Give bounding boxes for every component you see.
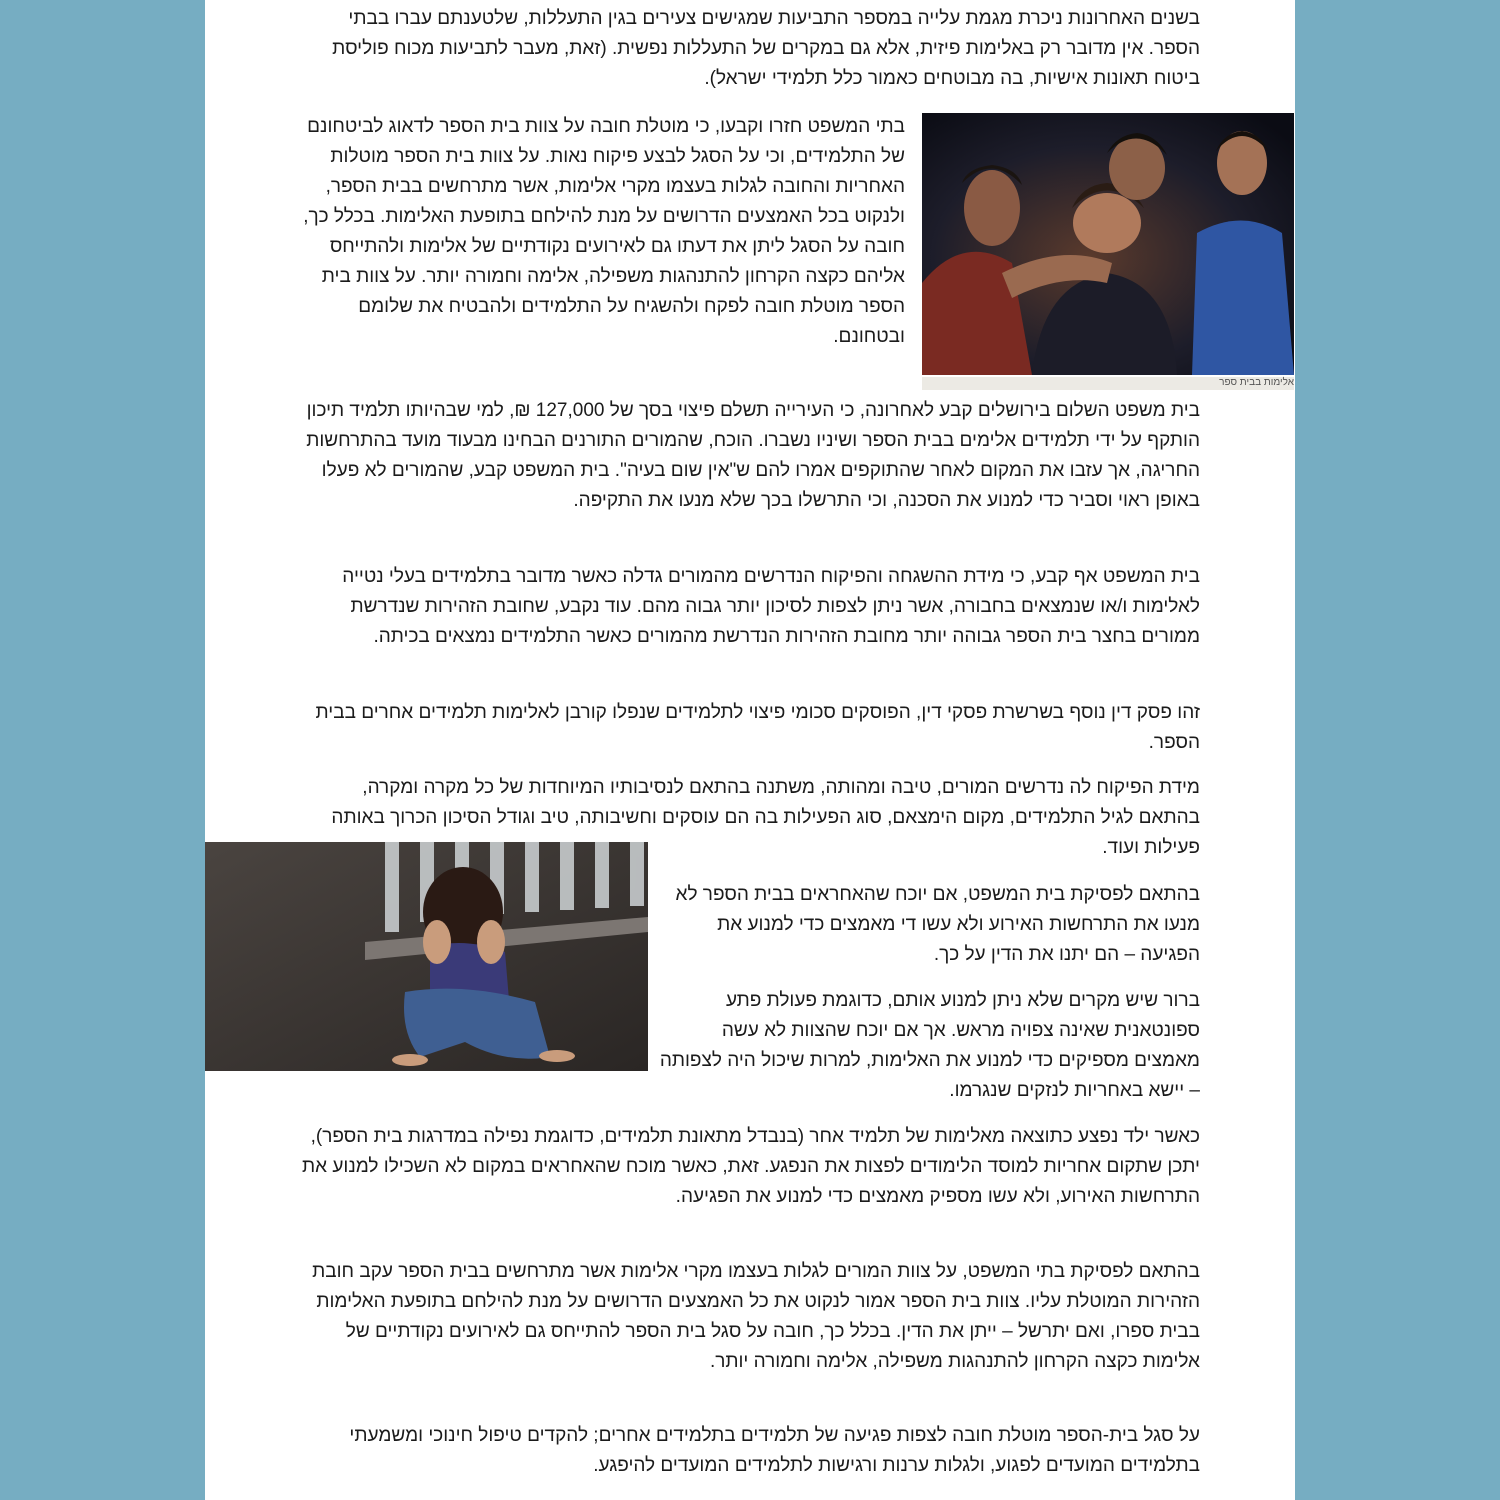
article-paragraph: כאשר ילד נפצע כתוצאה מאלימות של תלמיד אחר (בנבדל מתאונת תלמידים, כדוגמת נפילה במדרגות בית הספר), יתכן שתקום אחריות למוסד הלימודים לפצות את הנפגע. זאת, כאשר מוכח שהאחראים במקום לא השכילו למנוע את התרחשות האירוע, ולא עשו מספיק מאמצים כדי למנוע את הפגיעה. xyxy=(302,1126,1200,1207)
article-page xyxy=(205,0,1295,1500)
photo-image xyxy=(205,842,648,1071)
article-paragraph: זהו פסק דין נוסף בשרשרת פסקי דין, הפוסקים סכומי פיצוי לתלמידים שנפלו קורבן לאלימות תלמידים אחרים בבית הספר. xyxy=(315,702,1200,753)
article-paragraph: בהתאם לפסיקת בית המשפט, אם יוכח שהאחראים בבית הספר לא מנעו את התרחשות האירוע ולא עשו די מאמצים כדי למנוע את הפגיעה – הם יתנו את הדין על כך. xyxy=(675,884,1200,965)
article-paragraph: בית המשפט אף קבע, כי מידת ההשגחה והפיקוח הנדרשים מהמורים גדלה כאשר מדובר בתלמידים בעלי נטייה לאלימות ו/או שנמצאים בחבורה, אשר ניתן לצפות לסיכון יותר גבוה מהם. עוד נקבע, שחובת הזהירות שנדרשת ממורים בחצר בית הספר גבוהה יותר מחובת הזהירות הנדרשת מהמורים כאשר התלמידים נמצאים בכיתה. xyxy=(342,566,1200,647)
article-paragraph: בתי המשפט חזרו וקבעו, כי מוטלת חובה על צוות בית הספר לדאוג לביטחונם של התלמידים, וכי על הסגל לבצע פיקוח נאות. על צוות בית הספר מוטלות האחריות והחובה לגלות בעצמו מקרי אלימות, אשר מתרחשים בבית הספר, ולנקוט בכל האמצעים הדרושים על מנת להילחם בתופעת האלימות. בכלל כך, חובה על הסגל ליתן את דעתו גם לאירועים נקודתיים של אלימות ולהתייחס אליהם כקצה הקרחון להתנהגות משפילה, אלימה וחמורה יותר. על צוות בית הספר מוטלת חובה לפקח ולהשגיח על התלמידים ולהבטיח את שלומם ובטחונם. xyxy=(303,116,905,347)
photo-caption: אלימות בבית ספר xyxy=(922,377,1294,390)
photo-sad-girl xyxy=(205,842,648,1071)
article-paragraph: מידת הפיקוח לה נדרשים המורים, טיבה ומהותה, משתנה בהתאם לנסיבותיו המיוחדות של כל מקרה ומקרה, בהתאם לגיל התלמידים, מקום הימצאם, סוג הפעילות בה הם עוסקים וחשיבותה, טיב וגודל הסיכון הכרוך באותה פעילות ועוד. xyxy=(331,777,1200,858)
article-paragraph: בשנים האחרונות ניכרת מגמת עלייה במספר התביעות שמגישים צעירים בגין התעללות, שלטענתם עברו בבתי הספר. אין מדובר רק באלימות פיזית, אלא גם במקרים של התעללות נפשית. (זאת, מעבר לתביעות מכוח פוליסת ביטוח תאונות אישיות, בה מבוטחים כאמור כלל תלמידי ישראל). xyxy=(332,8,1200,89)
article-paragraph: על סגל בית-הספר מוטלת חובה לצפות פגיעה של תלמידים בתלמידים אחרים; להקדים טיפול חינוכי ומשמעתי בתלמידים המועדים לפגוע, ולגלות ערנות ורגישות לתלמידים המועדים להיפגע. xyxy=(349,1425,1200,1476)
photo-image xyxy=(922,113,1294,375)
article-paragraph: בהתאם לפסיקת בתי המשפט, על צוות המורים לגלות בעצמו מקרי אלימות אשר מתרחשים בבית הספר עקב חובת הזהירות המוטלת עליו. צוות בית הספר אמור לנקוט את כל האמצעים הדרושים על מנת להילחם בתופעת האלימות בבית ספרו, ואם יתרשל – ייתן את הדין. בכלל כך, חובה על סגל בית הספר להתייחס גם לאירועים נקודתיים של אלימות כקצה הקרחון להתנהגות משפילה, אלימה וחמורה יותר. xyxy=(312,1261,1200,1372)
article-paragraph: בית משפט השלום בירושלים קבע לאחרונה, כי העירייה תשלם פיצוי בסך של 127,000 ₪, למי שבהיותו תלמיד תיכון הותקף על ידי תלמידים אלימים בבית הספר ושיניו נשברו. הוכח, שהמורים התורנים הבחינו מבעוד מועד בהתרחשות החריגה, אך עזבו את המקום לאחר שהתוקפים אמרו להם ש"אין שום בעיה". בית המשפט קבע, שהמורים לא פעלו באופן ראוי וסביר כדי למנוע את הסכנה, וכי התרשלו בכך שלא מנעו את התקיפה. xyxy=(306,400,1200,511)
article-paragraph: ברור שיש מקרים שלא ניתן למנוע אותם, כדוגמת פעולת פתע ספונטאנית שאינה צפויה מראש. אך אם יוכח שהצוות לא עשה מאמצים מספיקים כדי למנוע את האלימות, למרות שיכול היה לצפותה – יישא באחריות לנזקים שנגרמו. xyxy=(659,990,1200,1101)
photo-school-violence-group xyxy=(922,113,1294,375)
